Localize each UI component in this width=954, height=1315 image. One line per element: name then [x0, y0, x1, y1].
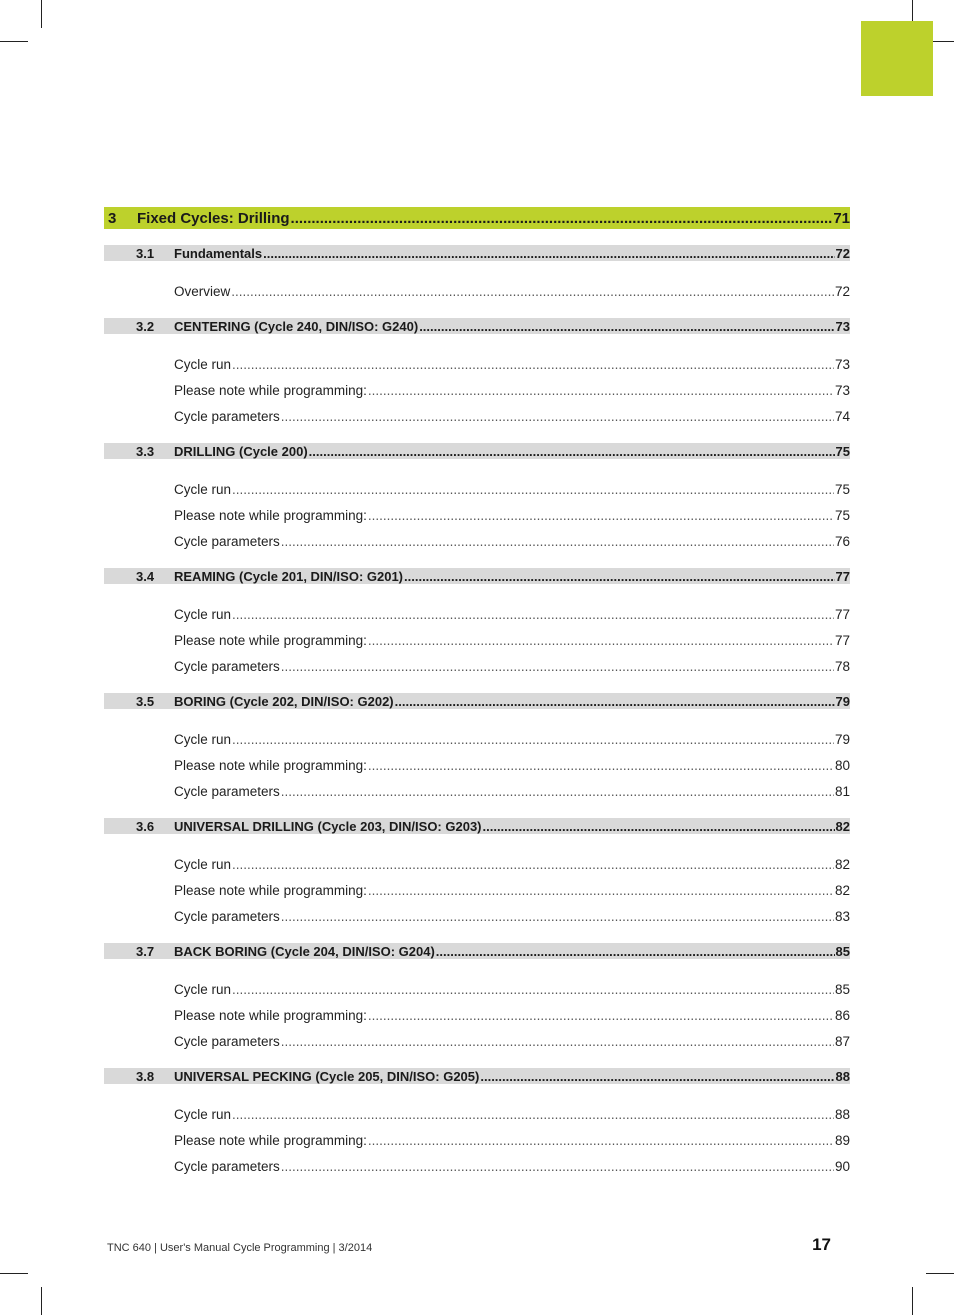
toc-section-row[interactable]: [104, 318, 850, 334]
dot-leader: [232, 857, 834, 872]
dot-leader: [483, 819, 835, 834]
toc-entry-row[interactable]: [104, 656, 850, 676]
dot-leader: [232, 482, 834, 497]
entry-title: Cycle parameters: [174, 408, 280, 424]
entry-page: 86: [834, 1007, 850, 1023]
entry-title: Cycle run: [174, 731, 232, 747]
section-title: UNIVERSAL PECKING (Cycle 205, DIN/ISO: G205): [174, 1068, 480, 1084]
section-title: UNIVERSAL DRILLING (Cycle 203, DIN/ISO: G203): [174, 818, 482, 834]
toc-entry-row[interactable]: [104, 1031, 850, 1051]
entry-title: Please note while programming:: [174, 882, 367, 898]
entry-title: Please note while programming:: [174, 1132, 367, 1148]
crop-mark: [41, 1287, 42, 1315]
toc-entry-row[interactable]: [104, 755, 850, 775]
entry-page: 80: [834, 757, 850, 773]
crop-mark: [912, 1287, 913, 1315]
section-page: 73: [835, 318, 850, 334]
toc-entry-row[interactable]: [104, 505, 850, 525]
entry-page: 85: [834, 981, 850, 997]
toc-entry-row[interactable]: [104, 281, 850, 301]
dot-leader: [281, 784, 834, 799]
dot-leader: [368, 383, 834, 398]
entry-page: 88: [834, 1106, 850, 1122]
dot-leader: [281, 659, 834, 674]
page-number: 17: [812, 1235, 831, 1254]
entry-page: 79: [834, 731, 850, 747]
dot-leader: [263, 246, 834, 261]
toc-entry-row[interactable]: [104, 354, 850, 374]
entry-page: 74: [834, 408, 850, 424]
entry-title: Cycle parameters: [174, 658, 280, 674]
entry-title: Cycle run: [174, 856, 232, 872]
entry-page: 75: [834, 481, 850, 497]
toc-entry-row[interactable]: [104, 479, 850, 499]
toc-entry-row[interactable]: [104, 1130, 850, 1150]
entry-title: Cycle parameters: [174, 783, 280, 799]
toc-section-row[interactable]: [104, 818, 850, 834]
entry-page: 73: [834, 356, 850, 372]
dot-leader: [232, 357, 834, 372]
section-number: 3.6: [136, 818, 155, 834]
dot-leader: [232, 982, 834, 997]
dot-leader: [404, 569, 835, 584]
entry-page: 75: [834, 507, 850, 523]
section-title: BACK BORING (Cycle 204, DIN/ISO: G204): [174, 943, 435, 959]
dot-leader: [281, 1159, 834, 1174]
dot-leader: [480, 1069, 834, 1084]
chapter-tab-accent: [861, 21, 933, 96]
entry-title: Cycle run: [174, 356, 232, 372]
entry-title: Please note while programming:: [174, 1007, 367, 1023]
entry-page: 87: [834, 1033, 850, 1049]
toc-entry-row[interactable]: [104, 729, 850, 749]
entry-page: 78: [834, 658, 850, 674]
section-number: 3.1: [136, 245, 155, 261]
section-title: CENTERING (Cycle 240, DIN/ISO: G240): [174, 318, 419, 334]
toc-entry-row[interactable]: [104, 604, 850, 624]
toc-section-row[interactable]: [104, 1068, 850, 1084]
entry-title: Cycle parameters: [174, 1158, 280, 1174]
chapter-number: 3: [108, 209, 117, 227]
dot-leader: [291, 210, 833, 227]
entry-page: 89: [834, 1132, 850, 1148]
dot-leader: [232, 1107, 834, 1122]
section-number: 3.2: [136, 318, 155, 334]
dot-leader: [368, 883, 834, 898]
toc-chapter-row[interactable]: [104, 207, 850, 229]
dot-leader: [419, 319, 834, 334]
entry-title: Please note while programming:: [174, 632, 367, 648]
dot-leader: [232, 732, 834, 747]
dot-leader: [309, 444, 835, 459]
entry-title: Please note while programming:: [174, 507, 367, 523]
crop-mark: [41, 0, 42, 28]
dot-leader: [231, 284, 834, 299]
section-page: 79: [835, 693, 850, 709]
toc-entry-row[interactable]: [104, 781, 850, 801]
entry-page: 77: [834, 632, 850, 648]
chapter-page: 71: [833, 209, 850, 227]
entry-page: 73: [834, 382, 850, 398]
entry-title: Cycle parameters: [174, 908, 280, 924]
section-title: DRILLING (Cycle 200): [174, 443, 308, 459]
toc-entry-row[interactable]: [104, 531, 850, 551]
footer-text: TNC 640 | User's Manual Cycle Programming | 3/2014: [107, 1242, 373, 1254]
section-page: 82: [835, 818, 850, 834]
dot-leader: [281, 409, 834, 424]
entry-page: 82: [834, 856, 850, 872]
toc-section-row[interactable]: [104, 693, 850, 709]
entry-page: 77: [834, 606, 850, 622]
crop-mark: [0, 1273, 28, 1274]
toc-entry-row[interactable]: [104, 380, 850, 400]
dot-leader: [368, 1133, 834, 1148]
section-page: 85: [835, 943, 850, 959]
dot-leader: [281, 1034, 834, 1049]
entry-title: Please note while programming:: [174, 757, 367, 773]
toc-entry-row[interactable]: [104, 406, 850, 426]
chapter-title: Fixed Cycles: Drilling: [137, 209, 290, 227]
entry-title: Cycle parameters: [174, 1033, 280, 1049]
dot-leader: [368, 633, 834, 648]
section-number: 3.3: [136, 443, 155, 459]
entry-title: Cycle run: [174, 481, 232, 497]
section-title: BORING (Cycle 202, DIN/ISO: G202): [174, 693, 394, 709]
section-page: 88: [835, 1068, 850, 1084]
entry-title: Cycle run: [174, 1106, 232, 1122]
entry-title: Please note while programming:: [174, 382, 367, 398]
entry-page: 83: [834, 908, 850, 924]
section-title: Fundamentals: [174, 245, 263, 261]
entry-page: 76: [834, 533, 850, 549]
toc-section-row[interactable]: [104, 943, 850, 959]
dot-leader: [368, 508, 834, 523]
toc-entry-row[interactable]: [104, 1156, 850, 1176]
dot-leader: [368, 1008, 834, 1023]
entry-page: 72: [834, 283, 850, 299]
toc-entry-row[interactable]: [104, 854, 850, 874]
entry-title: Cycle run: [174, 981, 232, 997]
toc-section-row[interactable]: [104, 245, 850, 261]
toc-section-row[interactable]: [104, 443, 850, 459]
entry-title: Cycle run: [174, 606, 232, 622]
section-page: 72: [835, 245, 850, 261]
entry-page: 82: [834, 882, 850, 898]
dot-leader: [281, 909, 834, 924]
dot-leader: [395, 694, 835, 709]
dot-leader: [368, 758, 834, 773]
entry-title: Cycle parameters: [174, 533, 280, 549]
crop-mark: [926, 1273, 954, 1274]
section-page: 75: [835, 443, 850, 459]
dot-leader: [232, 607, 834, 622]
section-number: 3.4: [136, 568, 155, 584]
toc-entry-row[interactable]: [104, 906, 850, 926]
toc-entry-row[interactable]: [104, 1104, 850, 1124]
toc-section-row[interactable]: [104, 568, 850, 584]
toc-entry-row[interactable]: [104, 630, 850, 650]
section-number: 3.8: [136, 1068, 155, 1084]
toc-entry-row[interactable]: [104, 1005, 850, 1025]
toc-entry-row[interactable]: [104, 979, 850, 999]
entry-page: 90: [834, 1158, 850, 1174]
dot-leader: [436, 944, 835, 959]
entry-page: 81: [834, 783, 850, 799]
dot-leader: [281, 534, 834, 549]
section-number: 3.5: [136, 693, 155, 709]
section-page: 77: [835, 568, 850, 584]
entry-title: Overview: [174, 283, 231, 299]
toc-entry-row[interactable]: [104, 880, 850, 900]
section-title: REAMING (Cycle 201, DIN/ISO: G201): [174, 568, 404, 584]
section-number: 3.7: [136, 943, 155, 959]
crop-mark: [0, 41, 28, 42]
